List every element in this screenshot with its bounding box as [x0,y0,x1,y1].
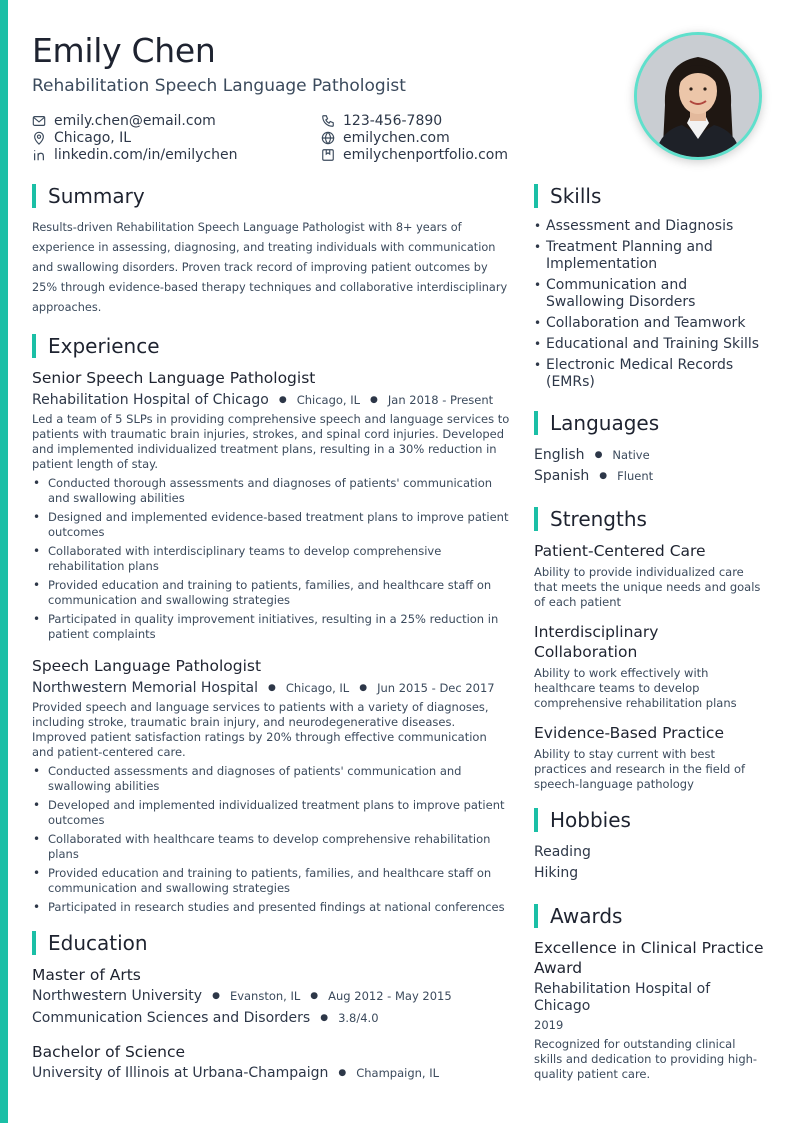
separator-dot: ● [268,683,276,693]
language-level: Fluent [617,469,654,483]
education-meta [32,986,512,1007]
heading-accent [534,904,538,928]
location-pin-icon [32,131,46,145]
job-meta [32,678,512,698]
portfolio-text: emilychenportfolio.com [343,146,509,163]
list-item: • Conducted thorough assessments and diagnoses of patients' communication and swallowing abilities [32,476,512,506]
separator-dot: ● [212,991,220,1001]
languages-list [534,445,766,487]
list-item: • Educational and Training Skills [534,336,766,353]
separator-dot: ● [338,1068,347,1078]
location-text: Chicago, IL [54,129,132,146]
separator-dot: ● [278,395,287,405]
main-column [32,184,512,1084]
list-item: Hiking [534,865,579,881]
separator-dot: ● [320,1013,329,1023]
job-entry [32,368,512,642]
award-description: Recognized for outstanding clinical skills and dedication to providing high-quality patient care. [534,1037,758,1081]
language-level: Native [612,448,650,462]
header [32,30,612,163]
job-title: Senior Speech Language Pathologist [32,369,316,387]
heading-accent [32,931,36,955]
gpa: 3.8/4.0 [338,1011,379,1025]
list-item: • Communication and Swallowing Disorders [534,277,766,311]
list-item: • Collaborated with healthcare teams to develop comprehensive rehabilitation plans [32,832,512,862]
heading-accent [534,507,538,531]
education-heading [32,931,512,955]
list-item: Reading [534,844,591,860]
portfolio-icon [321,148,335,162]
heading-accent [534,411,538,435]
list-item: • Assessment and Diagnosis [534,218,766,235]
summary-text: Results-driven Rehabilitation Speech Language Pathologist with 8+ years of experience in assessing, diagnosing, and treating individuals with communication and swallowing disorders. Proven track record of improving patient outcomes by 25% through evidence-based therapy techniques and collaborative interdisciplinary approaches. [32,221,508,314]
skills-title: Skills [550,184,602,208]
award-entry [534,938,766,1082]
contact-linkedin[interactable] [32,146,321,163]
education-dates: Aug 2012 - May 2015 [328,989,452,1003]
list-item: • Electronic Medical Records (EMRs) [534,357,766,391]
skills-list [534,218,766,391]
degree-title: Bachelor of Science [32,1043,186,1061]
linkedin-text: linkedin.com/in/emilychen [54,146,238,163]
job-bullets [32,764,512,915]
language-name: English [534,447,585,463]
accent-bar [0,0,8,1123]
strengths-title: Strengths [550,507,647,531]
award-title: Excellence in Clinical Practice Award [534,939,764,977]
job-description: Provided speech and language services to patients with a variety of diagnoses, including stroke, traumatic brain injury, and neurodegenerative diseases. Improved patient satisfaction ratings by 20% through effective communication and patient-centered care. [32,700,489,759]
job-description: Led a team of 5 SLPs in providing comprehensive speech and language services to patients with traumatic brain injuries, strokes, and spinal cord injuries. Developed and implemented individualized treatment plans, resulting in a 30% reduction in patient length of stay. [32,412,510,471]
separator-dot: ● [594,450,603,460]
globe-icon [321,131,335,145]
strength-description: Ability to stay current with best practices and research in the field of speech-language pathology [534,747,746,791]
job-org: Northwestern Memorial Hospital [32,680,259,696]
strength-title: Evidence-Based Practice [534,724,724,742]
profile-photo-illustration [637,35,759,157]
list-item: • Designed and implemented evidence-based treatment plans to improve patient outcomes [32,510,512,540]
list-item: • Participated in quality improvement initiatives, resulting in a 25% reduction in patient complaints [32,612,512,642]
hobbies-heading [534,808,766,832]
job-bullets [32,476,512,642]
contact-website[interactable] [321,129,591,146]
list-item [534,466,766,487]
summary-heading [32,184,512,208]
list-item: • Participated in research studies and presented findings at national conferences [32,900,512,915]
award-year: 2019 [534,1018,564,1032]
heading-accent [534,184,538,208]
heading-accent [32,184,36,208]
field-of-study: Communication Sciences and Disorders [32,1010,311,1026]
candidate-role: Rehabilitation Speech Language Pathologist [32,76,406,96]
school-name: University of Illinois at Urbana-Champaign [32,1065,329,1081]
list-item: • Conducted assessments and diagnoses of patients' communication and swallowing abilities [32,764,512,794]
languages-title: Languages [550,411,660,435]
strength-title: Interdisciplinary Collaboration [534,623,659,661]
summary-title: Summary [48,184,145,208]
phone-text: 123-456-7890 [343,112,443,129]
awards-title: Awards [550,904,623,928]
education-title: Education [48,931,148,955]
heading-accent [32,334,36,358]
separator-dot: ● [359,683,368,693]
separator-dot: ● [599,471,608,481]
contact-portfolio[interactable] [321,146,591,163]
list-item: • Developed and implemented individualized treatment plans to improve patient outcomes [32,798,512,828]
experience-heading [32,334,512,358]
job-location: Chicago, IL [296,393,361,407]
list-item: • Collaboration and Teamwork [534,315,766,332]
award-org: Rehabilitation Hospital of Chicago [534,981,711,1014]
website-text: emilychen.com [343,129,450,146]
strengths-heading [534,507,766,531]
degree-title: Master of Arts [32,966,141,984]
list-item: • Collaborated with interdisciplinary teams to develop comprehensive rehabilitation plans [32,544,512,574]
separator-dot: ● [310,991,319,1001]
strength-title: Patient-Centered Care [534,542,706,560]
phone-icon [321,114,335,128]
hobbies-title: Hobbies [550,808,631,832]
job-org: Rehabilitation Hospital of Chicago [32,392,269,408]
education-meta [32,1063,512,1084]
awards-heading [534,904,766,928]
strength-description: Ability to provide individualized care that meets the unique needs and goals of each patient [534,565,761,609]
job-entry [32,656,512,915]
education-entry [32,1042,512,1084]
strengths-list [534,541,766,792]
job-location: Chicago, IL [285,681,350,695]
contact-email[interactable] [32,112,321,129]
languages-heading [534,411,766,435]
education-field-row [32,1008,512,1029]
email-text: emily.chen@email.com [54,112,216,129]
contact-location [32,129,321,146]
language-name: Spanish [534,468,590,484]
school-location: Champaign, IL [356,1066,440,1080]
job-dates: Jan 2018 - Present [387,393,494,407]
strength-description: Ability to work effectively with healthcare teams to develop comprehensive rehabilitation plans [534,666,737,710]
profile-photo [634,32,762,160]
job-title: Speech Language Pathologist [32,657,262,675]
skills-heading [534,184,766,208]
candidate-name: Emily Chen [32,31,216,70]
experience-title: Experience [48,334,160,358]
school-location: Evanston, IL [229,989,301,1003]
list-item [534,445,766,466]
mail-icon [32,114,46,128]
heading-accent [534,808,538,832]
contact-list [32,112,612,163]
job-dates: Jun 2015 - Dec 2017 [377,681,495,695]
contact-phone[interactable] [321,112,591,129]
separator-dot: ● [370,395,378,405]
list-item: • Treatment Planning and Implementation [534,239,766,273]
school-name: Northwestern University [32,988,203,1004]
list-item: • Provided education and training to patients, families, and healthcare staff on communication and swallowing strategies [32,578,512,608]
education-entry [32,965,512,1029]
hobbies-list [534,842,766,884]
linkedin-icon [32,148,46,162]
list-item: • Provided education and training to patients, families, and healthcare staff on communication and swallowing strategies [32,866,512,896]
job-meta [32,390,512,410]
side-column [534,184,766,1082]
